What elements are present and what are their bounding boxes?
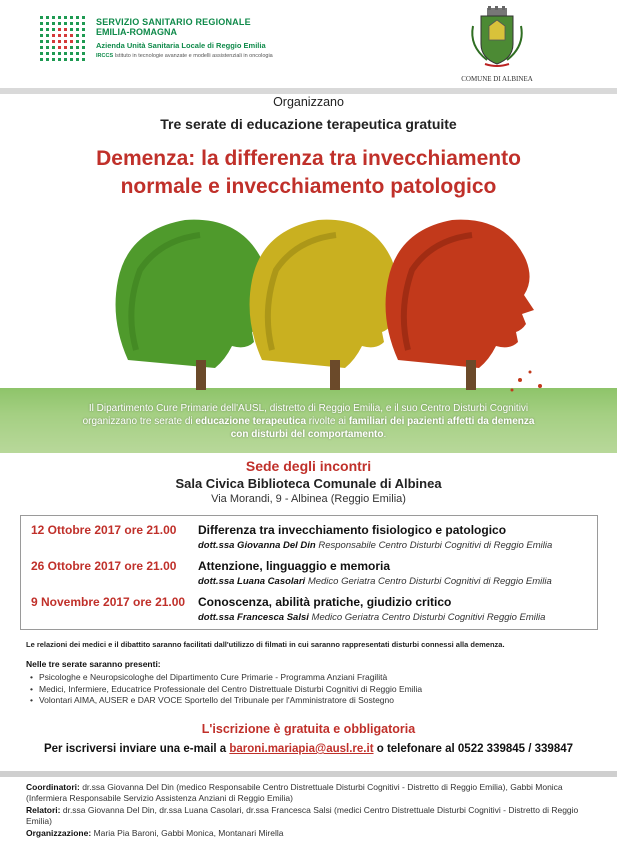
description-part3: rivolte ai bbox=[308, 416, 347, 427]
iscrizione-title: L'iscrizione è gratuita e obbligatoria bbox=[201, 722, 416, 736]
page-title bbox=[0, 145, 617, 201]
coat-of-arms-icon bbox=[467, 6, 527, 68]
organizzazione bbox=[26, 828, 598, 839]
speaker-role: Medico Geriatra Centro Disturbi Cognitivi di Reggio Emilia bbox=[307, 576, 552, 587]
description-bold1: educazione terapeutica bbox=[195, 416, 307, 427]
comune-logo bbox=[456, 6, 538, 82]
top-divider bbox=[0, 88, 617, 94]
event-row bbox=[21, 590, 599, 626]
red-tree-head-icon bbox=[386, 220, 542, 392]
film-note: Le relazioni dei medici e il dibattito saranno facilitati dall'utilizzo di filmati in cui saranno rappresentati disturbi connessi alla demenza. bbox=[26, 640, 505, 649]
presenti-list bbox=[30, 672, 590, 707]
speaker-name: dott.ssa Francesca Salsi bbox=[198, 612, 309, 623]
event-topic: Differenza tra invecchiamento fisiologico e patologico bbox=[198, 523, 507, 537]
list-item: • Psicologhe e Neuropsicologhe del Dipartimento Cure Primarie - Programma Anziani Fragilità bbox=[30, 672, 590, 684]
speaker-name: dott.ssa Giovanna Del Din bbox=[198, 540, 316, 551]
presenti-heading: Nelle tre serate saranno presenti: bbox=[26, 659, 161, 669]
title-line2: normale e invecchiamento patologico bbox=[120, 175, 497, 198]
list-item: • Medici, Infermiere, Educatrice Professionale del Centro Distrettuale Disturbi Cognitivi di Reggio Emilia bbox=[30, 684, 590, 696]
organizzano-label: Organizzano bbox=[273, 95, 344, 109]
sede-address: Via Morandi, 9 - Albinea (Reggio Emilia) bbox=[211, 493, 406, 505]
event-date: 26 Ottobre 2017 ore 21.00 bbox=[31, 559, 177, 573]
title-line1: Demenza: la differenza tra invecchiamento bbox=[96, 147, 521, 170]
event-row bbox=[21, 554, 599, 590]
speaker-role: Responsabile Centro Disturbi Cognitivi di Reggio Emilia bbox=[318, 540, 553, 551]
event-speaker bbox=[198, 540, 552, 551]
yellow-tree-head-icon bbox=[250, 220, 400, 390]
description-line2 bbox=[0, 415, 617, 428]
green-tree-head-icon bbox=[116, 220, 270, 390]
relatori-text: dr.ssa Giovanna Del Din, dr.ssa Luana Casolari, dr.ssa Francesca Salsi (medici Centro Distrettuale Disturbi Cognitivi - Distretto di Reggio Emilia) bbox=[26, 805, 579, 826]
contact-text2: o telefonare al 0522 339845 / 339847 bbox=[376, 743, 574, 755]
irccs-tag: IRCCS bbox=[96, 53, 114, 60]
contact-text1: Per iscriversi inviare una e-mail a bbox=[43, 743, 227, 755]
footer bbox=[26, 782, 598, 840]
event-speaker bbox=[198, 612, 545, 623]
coordinatori bbox=[26, 782, 598, 804]
event-topic: Conoscenza, abilità pratiche, giudizio critico bbox=[198, 595, 452, 609]
bottom-divider bbox=[0, 771, 617, 777]
subtitle: Tre serate di educazione terapeutica gratuite bbox=[160, 116, 457, 132]
irccs-text: Istituto in tecnologie avanzate e modelli assistenziali in oncologia bbox=[114, 53, 273, 60]
relatori-label: Relatori: bbox=[26, 805, 61, 815]
ssr-line1: SERVIZIO SANITARIO REGIONALE bbox=[96, 17, 251, 27]
coordinatori-text: dr.ssa Giovanna Del Din (medico Responsabile Centro Distrettuale Disturbi Cognitivi - Distretto di Reggio Emilia), Gabbi Monica (Infermiera Responsabile Servizio Assistenza Anziani di Reggio Emilia) bbox=[26, 782, 563, 803]
event-topic: Attenzione, linguaggio e memoria bbox=[198, 559, 391, 573]
ssr-logo-icon bbox=[40, 16, 90, 62]
description-line1: Il Dipartimento Cure Primarie dell'AUSL, distretto di Reggio Emilia, e il suo Centro Disturbi Cognitivi bbox=[88, 403, 529, 414]
description-part4: . bbox=[383, 429, 387, 440]
description-line3 bbox=[0, 428, 617, 441]
list-item: • Volontari AIMA, AUSER e DAR VOCE Sportello del Tribunale per l'Amministratore di Sostegno bbox=[30, 695, 590, 707]
ssr-line2: EMILIA-ROMAGNA bbox=[96, 27, 177, 38]
description-part2: organizzano tre serate di bbox=[82, 416, 193, 427]
email-link[interactable]: baroni.mariapia@ausl.re.it bbox=[229, 743, 374, 755]
event-date: 9 Novembre 2017 ore 21.00 bbox=[31, 595, 186, 609]
sede-name: Sala Civica Biblioteca Comunale di Albinea bbox=[175, 476, 442, 491]
organizzazione-text: Maria Pia Baroni, Gabbi Monica, Montanari Mirella bbox=[93, 828, 284, 838]
header bbox=[0, 0, 617, 88]
irccs-line bbox=[96, 53, 273, 59]
speaker-role: Medico Geriatra Centro Disturbi Cognitivi Reggio Emilia bbox=[311, 612, 546, 623]
events-box bbox=[20, 515, 598, 630]
description-bold2: familiari dei pazienti affetti da demenza bbox=[348, 416, 535, 427]
ssr-text-block bbox=[96, 17, 273, 60]
relatori bbox=[26, 805, 598, 827]
speaker-name: dott.ssa Luana Casolari bbox=[198, 576, 306, 587]
event-date: 12 Ottobre 2017 ore 21.00 bbox=[31, 523, 177, 537]
event-row bbox=[21, 518, 599, 554]
comune-label: COMUNE DI ALBINEA bbox=[461, 75, 533, 83]
event-speaker bbox=[198, 576, 552, 587]
description-text bbox=[0, 402, 617, 441]
coordinatori-label: Coordinatori: bbox=[26, 782, 80, 792]
contact-line bbox=[0, 743, 617, 755]
ssr-line3: Azienda Unità Sanitaria Locale di Reggio Emilia bbox=[96, 40, 266, 50]
description-bold3: con disturbi del comportamento bbox=[230, 429, 384, 440]
organizzazione-label: Organizzazione: bbox=[26, 828, 92, 838]
sede-title: Sede degli incontri bbox=[245, 458, 372, 474]
